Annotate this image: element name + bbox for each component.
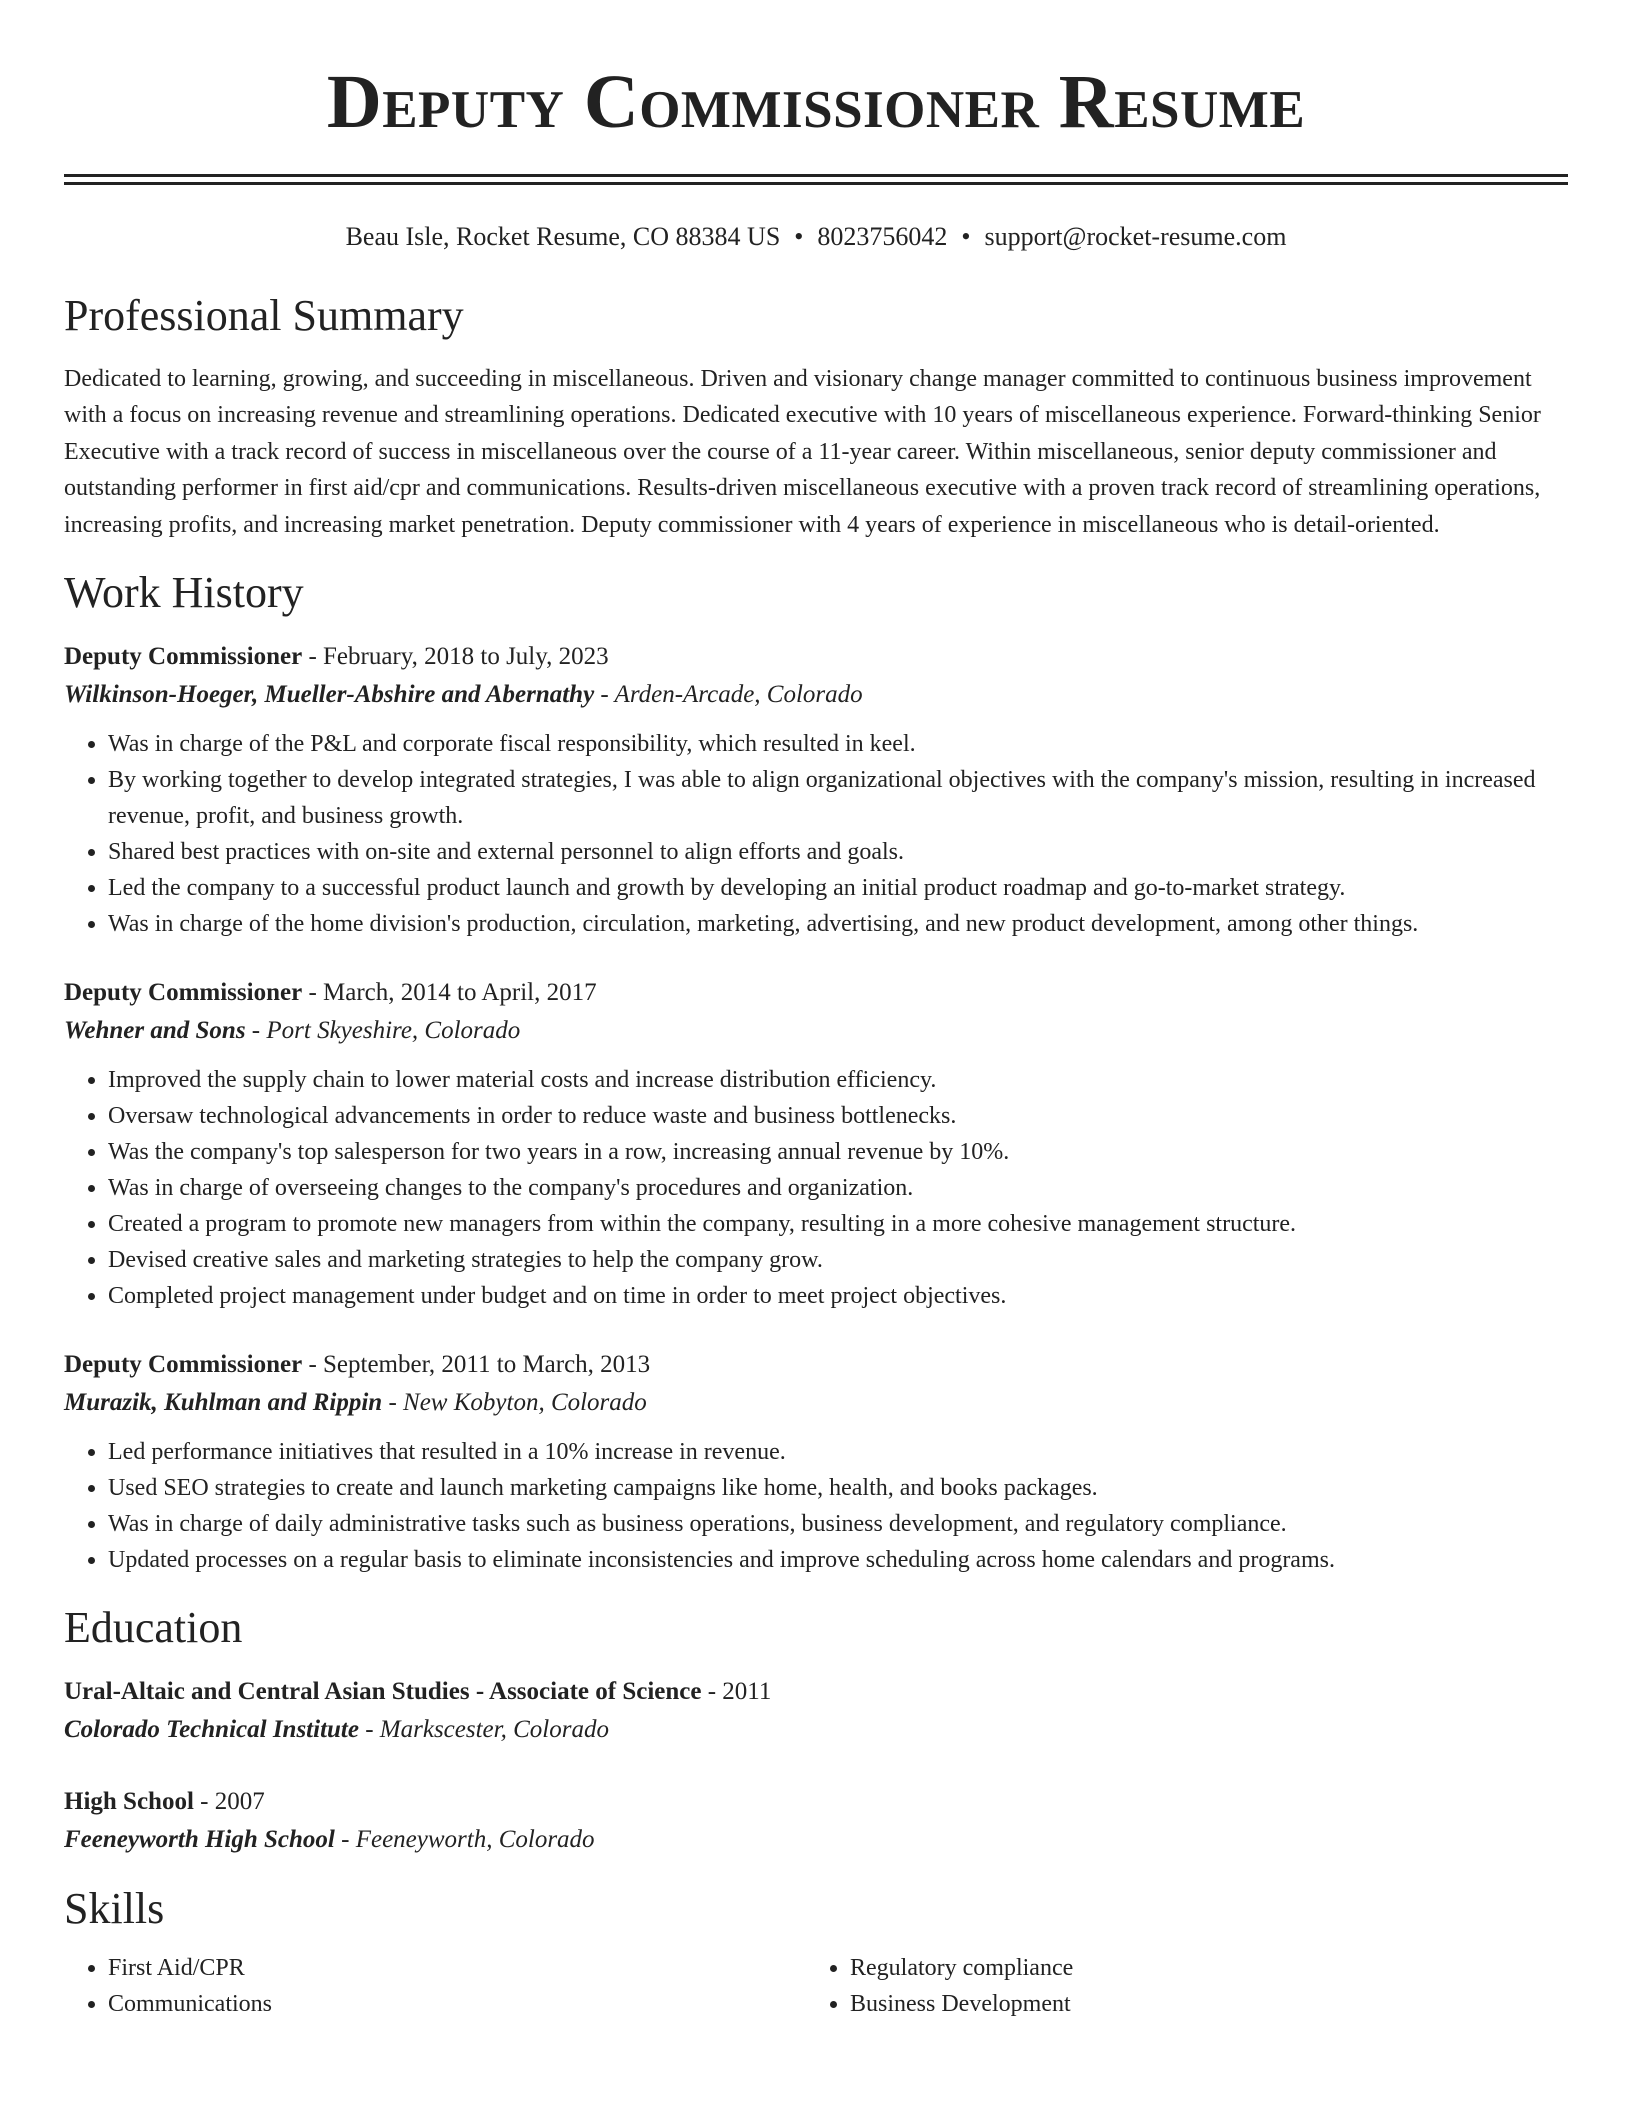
job-bullets: [64, 1434, 1568, 1578]
list-item: • Completed project management under budget and on time in order to meet project objectives.: [108, 1278, 1568, 1314]
summary-heading: Professional Summary: [64, 291, 464, 341]
education-school: Feeneyworth High School: [64, 1826, 335, 1854]
list-item: • Communications: [108, 1986, 806, 2022]
education-degree-line: [64, 1783, 1568, 1821]
education-location: - Feeneyworth, Colorado: [334, 1826, 595, 1854]
education-school: Colorado Technical Institute: [64, 1716, 359, 1744]
education-school-line: [64, 1821, 1568, 1859]
job-bullets: [64, 726, 1568, 942]
job-company: Wilkinson-Hoeger, Mueller-Abshire and Abernathy: [64, 681, 595, 709]
job-dates: - February, 2018 to July, 2023: [302, 643, 609, 671]
list-item: • Led performance initiatives that resulted in a 10% increase in revenue.: [108, 1434, 1568, 1470]
list-item: • Was in charge of the P&L and corporate fiscal responsibility, which resulted in keel.: [108, 726, 1568, 762]
contact-separator: •: [961, 222, 971, 251]
job-entry: [64, 1346, 1568, 1578]
education-degree-line: [64, 1673, 1568, 1711]
job-title-line: [64, 638, 1568, 676]
education-school-line: [64, 1711, 1568, 1749]
title-divider: [64, 174, 1568, 185]
job-bullets: [64, 1062, 1568, 1314]
list-item: • Oversaw technological advancements in order to reduce waste and business bottlenecks.: [108, 1098, 1568, 1134]
skills-list-left: [64, 1950, 806, 2022]
job-company: Murazik, Kuhlman and Rippin: [64, 1389, 383, 1417]
education-degree: Ural-Altaic and Central Asian Studies - Associate of Science: [64, 1678, 702, 1706]
job-company: Wehner and Sons: [64, 1017, 246, 1045]
contact-separator: •: [794, 222, 804, 251]
job-role: Deputy Commissioner: [64, 643, 303, 671]
education-year: - 2007: [193, 1788, 265, 1816]
education-degree: High School: [64, 1788, 194, 1816]
work-history-heading: Work History: [64, 568, 304, 618]
contact-email: support@rocket-resume.com: [984, 222, 1287, 251]
summary-text: Dedicated to learning, growing, and succeeding in miscellaneous. Driven and visionary change manager committed to continuous business improvement with a focus on increasing revenue and streamlining operations. Dedicated executive with 10 years of miscellaneous experience. Forward-thinking Senior Executive with a track record of success in miscellaneous over the course of a 11-year career. Within miscellaneous, senior deputy commissioner and outstanding performer in first aid/cpr and communications. Results-driven miscellaneous executive with a proven track record of streamlining operations, increasing profits, and increasing market penetration. Deputy commissioner with 4 years of experience in miscellaneous who is detail-oriented.: [64, 365, 1541, 538]
education-entry: [64, 1673, 1568, 1749]
list-item: • Improved the supply chain to lower material costs and increase distribution efficiency.: [108, 1062, 1568, 1098]
list-item: • First Aid/CPR: [108, 1950, 806, 1986]
job-company-line: [64, 1384, 1568, 1422]
job-title-line: [64, 974, 1568, 1012]
education-heading: Education: [64, 1603, 243, 1653]
list-item: • Regulatory compliance: [850, 1950, 1548, 1986]
job-location: - New Kobyton, Colorado: [382, 1389, 647, 1417]
job-location: - Port Skyeshire, Colorado: [245, 1017, 521, 1045]
education-entry: [64, 1783, 1568, 1859]
job-entry: [64, 638, 1568, 942]
list-item: • By working together to develop integrated strategies, I was able to align organizational objectives with the company's mission, resulting in increased revenue, profit, and business growth.: [108, 762, 1568, 834]
job-company-line: [64, 1012, 1568, 1050]
job-dates: - September, 2011 to March, 2013: [302, 1351, 651, 1379]
job-role: Deputy Commissioner: [64, 1351, 303, 1379]
list-item: • Shared best practices with on-site and external personnel to align efforts and goals.: [108, 834, 1568, 870]
education-year: - 2011: [701, 1678, 772, 1706]
job-dates: - March, 2014 to April, 2017: [302, 979, 597, 1007]
list-item: • Was the company's top salesperson for two years in a row, increasing annual revenue by 10%.: [108, 1134, 1568, 1170]
skills-list-right: [806, 1950, 1548, 2022]
list-item: • Was in charge of the home division's production, circulation, marketing, advertising, and new product development, among other things.: [108, 906, 1568, 942]
job-entry: [64, 974, 1568, 1314]
job-title-line: [64, 1346, 1568, 1384]
list-item: • Was in charge of overseeing changes to the company's procedures and organization.: [108, 1170, 1568, 1206]
page-title: Deputy Commissioner Resume: [326, 60, 1306, 144]
education-location: - Markscester, Colorado: [358, 1716, 609, 1744]
contact-phone: 8023756042: [817, 222, 948, 251]
list-item: • Updated processes on a regular basis to eliminate inconsistencies and improve scheduling across home calendars and programs.: [108, 1542, 1568, 1578]
job-role: Deputy Commissioner: [64, 979, 303, 1007]
list-item: • Business Development: [850, 1986, 1548, 2022]
list-item: • Was in charge of daily administrative tasks such as business operations, business development, and regulatory compliance.: [108, 1506, 1568, 1542]
skills-columns: [64, 1950, 1568, 2022]
list-item: • Led the company to a successful product launch and growth by developing an initial product roadmap and go-to-market strategy.: [108, 870, 1568, 906]
list-item: • Created a program to promote new managers from within the company, resulting in a more cohesive management structure.: [108, 1206, 1568, 1242]
job-company-line: [64, 676, 1568, 714]
contact-address: Beau Isle, Rocket Resume, CO 88384 US: [345, 222, 781, 251]
list-item: • Devised creative sales and marketing strategies to help the company grow.: [108, 1242, 1568, 1278]
job-location: - Arden-Arcade, Colorado: [594, 681, 863, 709]
skills-heading: Skills: [64, 1884, 165, 1934]
list-item: • Used SEO strategies to create and launch marketing campaigns like home, health, and books packages.: [108, 1470, 1568, 1506]
contact-line: [64, 221, 1568, 252]
